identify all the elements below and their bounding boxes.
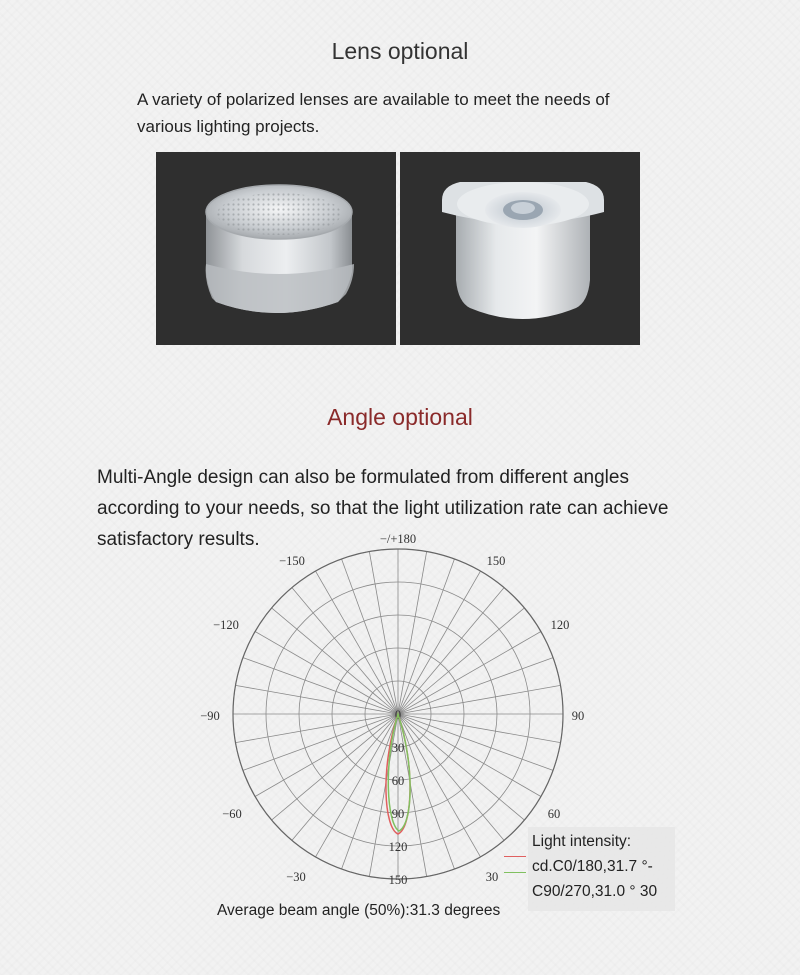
- legend-c90-line: [504, 872, 526, 873]
- radial-label-150: 150: [388, 873, 408, 887]
- angle-label-150: 150: [486, 554, 506, 568]
- radial-label-30: 30: [391, 741, 405, 755]
- angle-label-minus-30: −30: [286, 870, 306, 884]
- angle-description-line-2: according to your needs, so that the light utilization rate can achieve: [97, 498, 669, 519]
- angle-description-line-1: Multi-Angle design can also be formulated from different angles: [97, 467, 629, 488]
- legend-title: Light intensity:: [532, 833, 632, 850]
- angle-label-180: −/+180: [379, 532, 417, 546]
- angle-section-title: Angle optional: [327, 404, 473, 430]
- angle-label-minus-120: −120: [213, 618, 239, 632]
- radial-label-90: 90: [391, 807, 405, 821]
- angle-label-90: 90: [571, 709, 585, 723]
- lens-description: [137, 86, 697, 140]
- frosted-lens-image: [156, 152, 396, 345]
- angle-label-60: 60: [547, 807, 561, 821]
- lens-description-line-1: A variety of polarized lenses are available to meet the needs of: [137, 90, 610, 109]
- lens-description-line-2: various lighting projects.: [137, 117, 320, 136]
- legend-line-1: cd.C0/180,31.7 °-: [532, 858, 653, 875]
- radial-label-120: 120: [388, 840, 408, 854]
- angle-label-minus-60: −60: [222, 807, 242, 821]
- frosted-lens-photo: [156, 152, 396, 345]
- legend-c0-line: [504, 856, 526, 857]
- radial-label-0: 0: [394, 708, 402, 722]
- legend-line-2: C90/270,31.0 ° 30: [532, 883, 658, 900]
- clear-lens-photo: [400, 152, 640, 345]
- lens-section-title: Lens optional: [331, 38, 469, 64]
- angle-label-30: 30: [485, 870, 499, 884]
- angle-label-minus-150: −150: [279, 554, 305, 568]
- angle-label-minus-90: −90: [200, 709, 220, 723]
- angle-label-120: 120: [550, 618, 570, 632]
- angle-description-line-3: satisfactory results.: [97, 529, 260, 550]
- clear-lens-image: [400, 152, 640, 345]
- radial-label-60: 60: [391, 774, 405, 788]
- chart-legend: [500, 827, 675, 911]
- legend-text: [532, 829, 657, 904]
- beam-angle-caption: Average beam angle (50%):31.3 degrees: [217, 902, 501, 919]
